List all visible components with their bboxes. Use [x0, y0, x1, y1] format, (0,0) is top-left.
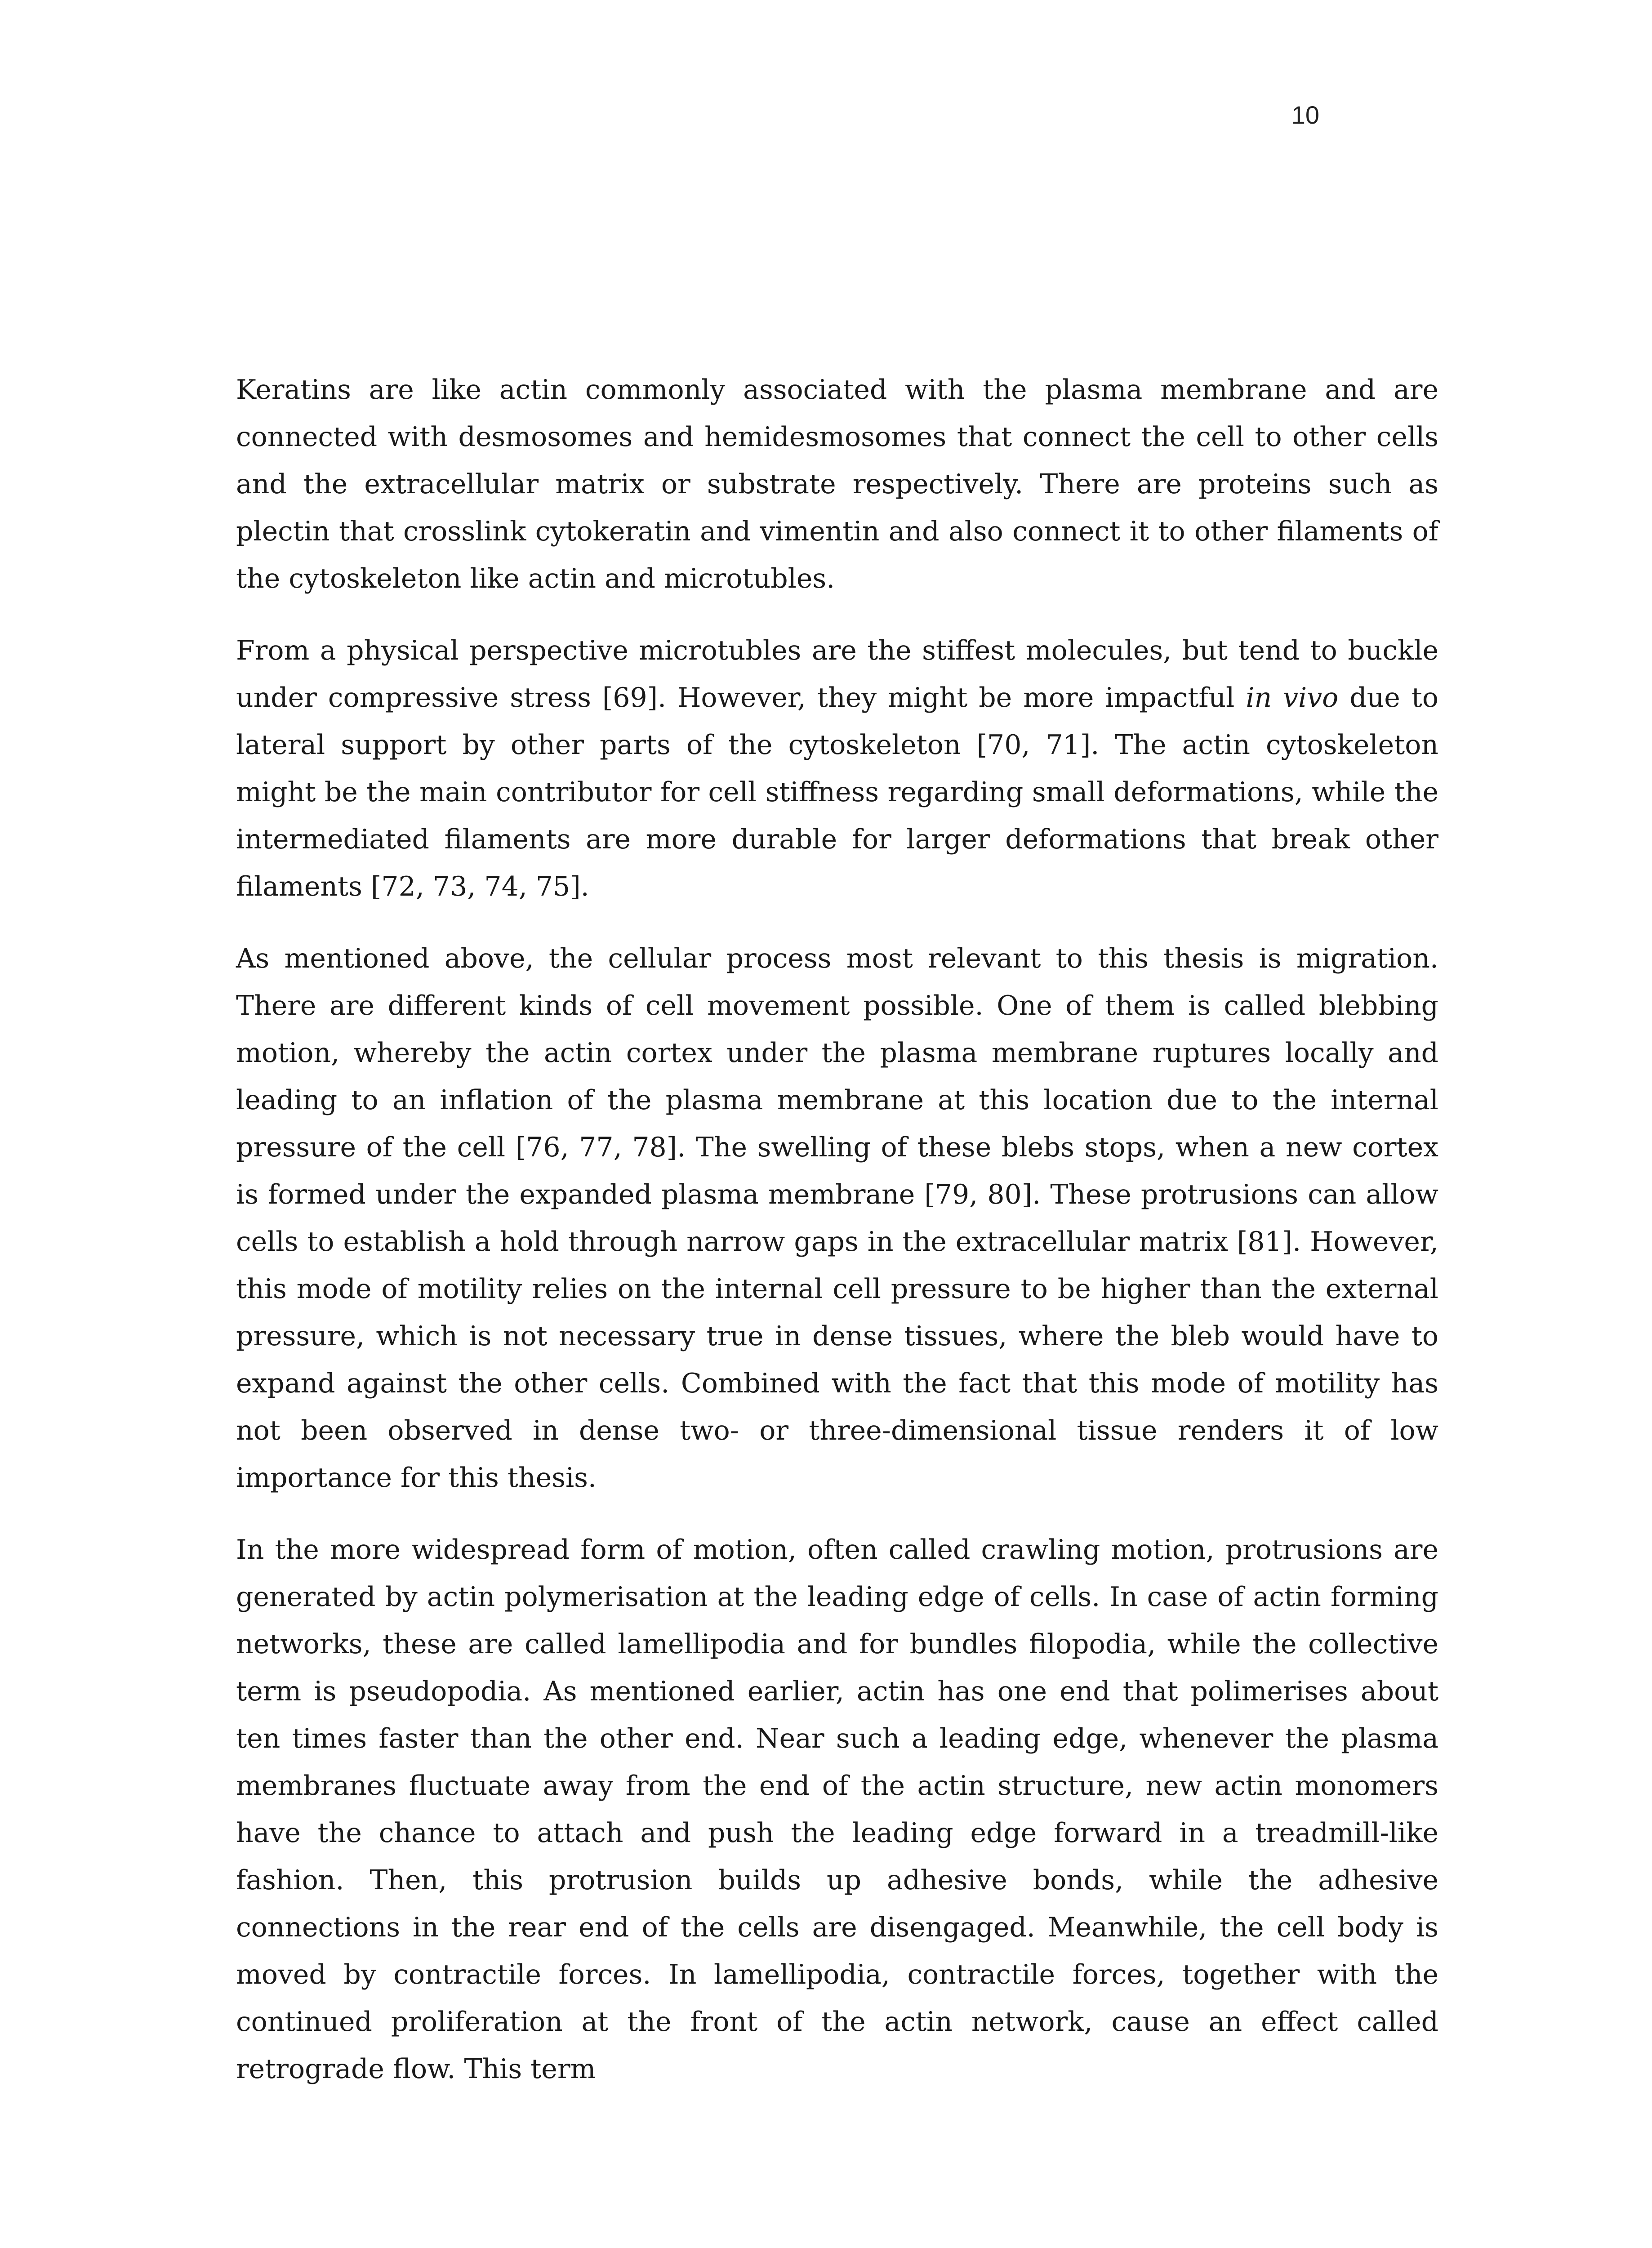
paragraph-keratins [236, 366, 1438, 602]
paragraph-crawling-motion [236, 1526, 1438, 2093]
paragraph-physical-perspective [236, 627, 1438, 910]
page-number: 10 [1291, 101, 1319, 129]
paragraph-text-end: due to lateral support by other parts of the cytoskeleton [70, 71]. The actin cytoskeleton might be the main contributor for cell stiffness regarding small deformations, while the intermediated filaments are more durable for larger deformations that break other filaments [72, 73, 74, 75]. [236, 682, 1439, 902]
paragraph-migration [236, 935, 1438, 1502]
body-text [236, 366, 1438, 2093]
paragraph-text-start: From a physical perspective microtubles are the stiffest molecules, but tend to buckle under compressive stress [69]. However, they might be more impactful [236, 635, 1438, 714]
paragraph-text: In the more widespread form of motion, often called crawling motion, protrusions are generated by actin polymerisation at the leading edge of cells. In case of actin forming networks, these are called lamellipodia and for bundles filopodia, while the collective term is pseudopodia. As mentioned earlier, actin has one end that polimerises about ten times faster than the other end. Near such a leading edge, whenever the plasma membranes fluctuate away from the end of the actin structure, new actin monomers have the chance to attach and push the leading edge forward in a treadmill-like fashion. Then, this protrusion builds up adhesive bonds, while the adhesive connections in the rear end of the cells are disengaged. Meanwhile, the cell body is moved by contractile forces. In lamellipodia, contractile forces, together with the continued proliferation at the front of the actin network, cause an effect called retrograde flow. This term [236, 1534, 1438, 2085]
paragraph-text: Keratins are like actin commonly associated with the plasma membrane and are connected with desmosomes and hemidesmosomes that connect the cell to other cells and the extracellular matrix or substrate respectively. There are proteins such as plectin that crosslink cytokeratin and vimentin and also connect it to other filaments of the cytoskeleton like actin and microtubles. [236, 374, 1438, 594]
paragraph-text: As mentioned above, the cellular process most relevant to this thesis is migration. There are different kinds of cell movement possible. One of them is called blebbing motion, whereby the actin cortex under the plasma membrane ruptures locally and leading to an inflation of the plasma membrane at this location due to the internal pressure of the cell [76, 77, 78]. The swelling of these blebs stops, when a new cortex is formed under the expanded plasma membrane [79, 80]. These protrusions can allow cells to establish a hold through narrow gaps in the extracellular matrix [81]. However, this mode of motility relies on the internal cell pressure to be higher than the external pressure, which is not necessary true in dense tissues, where the bleb would have to expand against the other cells. Combined with the fact that this mode of motility has not been observed in dense two- or three-dimensional tissue renders it of low importance for this thesis. [236, 943, 1438, 1494]
italic-term: in vivo [1246, 682, 1339, 714]
